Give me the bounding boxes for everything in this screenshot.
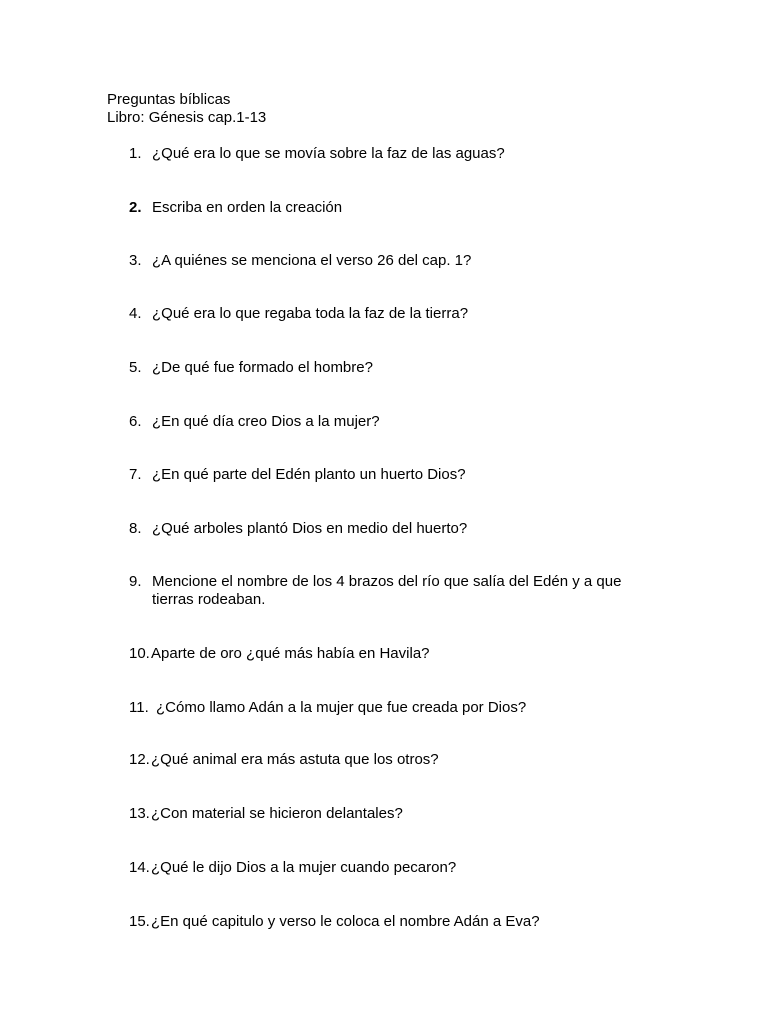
question-number: 6.	[129, 413, 142, 430]
document-subtitle: Libro: Génesis cap.1-13	[107, 109, 267, 126]
question-text: ¿Cómo llamo Adán a la mujer que fue creada por Dios?	[156, 699, 527, 716]
question-number: 13.	[129, 805, 150, 822]
question-text: ¿Con material se hicieron delantales?	[151, 805, 403, 822]
question-number: 7.	[129, 466, 142, 483]
question-number: 8.	[129, 520, 142, 537]
question-text: ¿Qué animal era más astuta que los otros?	[151, 751, 439, 768]
question-number: 15.	[129, 913, 150, 930]
question-text: Aparte de oro ¿qué más había en Havila?	[151, 645, 430, 662]
question-text: ¿Qué le dijo Dios a la mujer cuando pecaron?	[151, 859, 457, 876]
question-text: ¿Qué arboles plantó Dios en medio del huerto?	[152, 520, 468, 537]
question-number: 10.	[129, 645, 150, 662]
question-text: Mencione el nombre de los 4 brazos del río que salía del Edén y a que tierras rodeaban.	[152, 573, 622, 608]
question-number: 14.	[129, 859, 150, 876]
question-number: 1.	[129, 145, 142, 162]
question-text: ¿Qué era lo que se movía sobre la faz de las aguas?	[152, 145, 505, 162]
document-header	[107, 91, 266, 127]
question-text: ¿En qué día creo Dios a la mujer?	[152, 413, 380, 430]
question-text: Escriba en orden la creación	[152, 199, 343, 216]
question-number: 4.	[129, 305, 142, 322]
question-text: ¿A quiénes se menciona el verso 26 del cap. 1?	[152, 252, 472, 269]
document-title: Preguntas bíblicas	[107, 91, 231, 108]
question-number: 2.	[129, 199, 142, 216]
question-number: 9.	[129, 573, 142, 590]
question-number: 3.	[129, 252, 142, 269]
question-text: ¿Qué era lo que regaba toda la faz de la tierra?	[152, 305, 469, 322]
question-text: ¿En qué capitulo y verso le coloca el nombre Adán a Eva?	[151, 913, 540, 930]
question-number: 5.	[129, 359, 142, 376]
question-text: ¿De qué fue formado el hombre?	[152, 359, 373, 376]
question-number: 11.	[129, 699, 149, 716]
question-text: ¿En qué parte del Edén planto un huerto Dios?	[152, 466, 466, 483]
question-number: 12.	[129, 751, 150, 768]
